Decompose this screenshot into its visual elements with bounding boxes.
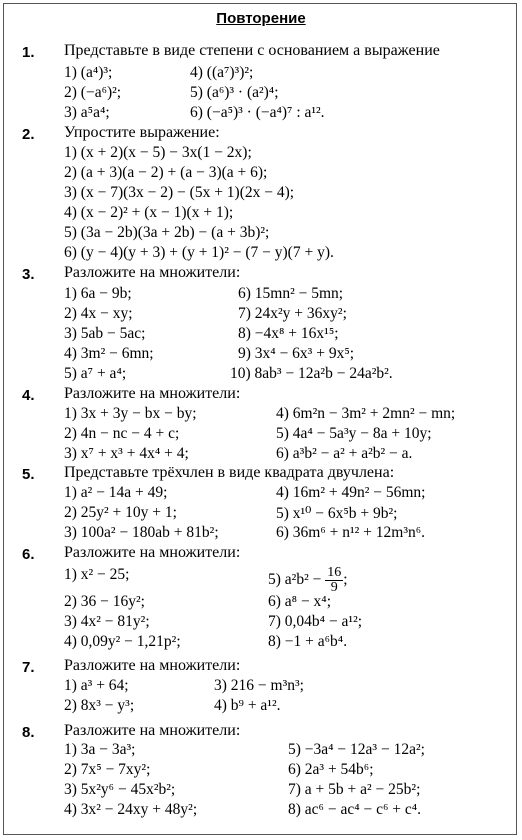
task-heading: Разложите на множители: — [64, 544, 241, 561]
task-item: 4) 0,09y² − 1,21p²; — [64, 633, 181, 650]
fraction-numerator: 16 — [327, 565, 342, 580]
task-item: 4) 16m² + 49n² − 56mn; — [276, 484, 426, 501]
task-item: 6) (−a⁵)³ · (−a⁴)⁷ : a¹². — [190, 104, 325, 121]
task-number: 7. — [22, 659, 35, 676]
task-item: 1) 3x + 3y − bx − by; — [64, 405, 197, 422]
task-item: 4) 3x² − 24xy + 48y²; — [64, 801, 198, 818]
task-heading: Разложите на множители: — [64, 385, 241, 402]
task-item: 5) x¹⁰ − 6x⁵b + 9b²; — [276, 505, 398, 522]
task-item: 1) 3a − 3a³; — [64, 741, 136, 758]
task-number: 8. — [22, 724, 35, 741]
task-item: 2) 8x³ − y³; — [64, 697, 135, 714]
task-item: 2) (−a⁶)²; — [64, 84, 122, 101]
task-item: 1) a² − 14a + 49; — [64, 484, 168, 501]
task-item: 6) a⁸ − x⁴; — [268, 593, 332, 610]
task-item: 3) 5ab − 5ac; — [64, 325, 146, 342]
task-item: 5) (3a − 2b)(3a + 2b) − (a + 3b)²; — [64, 224, 270, 241]
page-title: Повторение — [216, 10, 306, 27]
task-heading: Представьте трёхчлен в виде квадрата двучлена: — [64, 464, 395, 481]
task-item: 3) x⁷ + x³ + 4x⁴ + 4; — [64, 445, 189, 462]
task-item: 3) 5x²y⁶ − 45x²b²; — [64, 781, 176, 798]
fraction-suffix: ; — [343, 571, 348, 589]
task-item: 2) 4n − nc − 4 + c; — [64, 425, 180, 442]
fraction-denominator: 9 — [330, 580, 338, 595]
task-item: 4) (x − 2)² + (x − 1)(x + 1); — [64, 204, 234, 221]
task-item: 10) 8ab³ − 12a²b − 24a²b². — [230, 365, 393, 382]
fraction — [325, 566, 343, 595]
task-item: 2) 7x⁵ − 7xy²; — [64, 761, 151, 778]
task-number: 5. — [22, 466, 35, 483]
task-item: 9) 3x⁴ − 6x³ + 9x⁵; — [238, 345, 355, 362]
task-item-text: 5) a²b² − — [268, 571, 322, 589]
task-item: 4) 3m² − 6mn; — [64, 345, 154, 362]
task-item: 7) 24x²y + 36xy²; — [238, 305, 347, 322]
task-item: 3) 100a² − 180ab + 81b²; — [64, 524, 219, 541]
task-item: 5) a⁷ + a⁴; — [64, 365, 127, 382]
task-item: 1) (a⁴)³; — [64, 64, 113, 81]
task-item: 6) (y − 4)(y + 3) + (y + 1)² − (7 − y)(7 + y). — [64, 244, 334, 261]
task-item: 1) x² − 25; — [64, 566, 130, 583]
task-heading: Упростите выражение: — [64, 124, 220, 141]
task-item: 6) 2a³ + 54b⁶; — [288, 761, 374, 778]
task-item: 4) 6m²n − 3m² + 2mn² − mn; — [276, 405, 456, 422]
task-item: 4) ((a⁷)³)²; — [190, 64, 254, 81]
task-number: 3. — [22, 266, 35, 283]
task-item: 6) a³b² − a² + a²b² − a. — [276, 445, 413, 462]
task-item: 1) 6a − 9b; — [64, 285, 132, 302]
task-heading: Разложите на множители: — [64, 264, 241, 281]
task-item: 4) b⁹ + a¹². — [214, 697, 281, 714]
task-item: 8) −4x⁸ + 16x¹⁵; — [238, 325, 339, 342]
task-item: 8) ac⁶ − ac⁴ − c⁶ + c⁴. — [288, 801, 422, 818]
task-item: 2) (a + 3)(a − 2) + (a − 3)(a + 6); — [64, 164, 268, 181]
task-item: 5) 4a⁴ − 5a³y − 8a + 10y; — [276, 425, 432, 442]
task-number: 1. — [22, 44, 35, 61]
task-item: 3) 4x² − 81y²; — [64, 613, 150, 630]
task-item: 1) (x + 2)(x − 5) − 3x(1 − 2x); — [64, 144, 252, 161]
task-item: 5) (a⁶)³ · (a²)⁴; — [190, 84, 279, 101]
task-number: 4. — [22, 387, 35, 404]
task-item: 2) 4x − xy; — [64, 305, 133, 322]
task-item-with-fraction — [268, 566, 348, 595]
task-item: 3) (x − 7)(3x − 2) − (5x + 1)(2x − 4); — [64, 184, 295, 201]
task-item: 8) −1 + a⁶b⁴. — [268, 633, 348, 650]
task-item: 3) 216 − m³n³; — [214, 677, 304, 694]
task-item: 3) a⁵a⁴; — [64, 104, 110, 121]
task-item: 6) 15mn² − 5mn; — [238, 285, 344, 302]
task-heading: Представьте в виде степени с основанием a выражение — [64, 42, 440, 59]
task-item: 1) a³ + 64; — [64, 677, 129, 694]
task-heading: Разложите на множители: — [64, 722, 241, 739]
task-item: 2) 25y² + 10y + 1; — [64, 504, 177, 521]
task-item: 6) 36m⁶ + n¹² + 12m³n⁶. — [276, 524, 426, 541]
task-item: 2) 36 − 16y²; — [64, 593, 145, 610]
task-item: 5) −3a⁴ − 12a³ − 12a²; — [288, 741, 425, 758]
task-heading: Разложите на множители: — [64, 657, 241, 674]
task-number: 2. — [22, 126, 35, 143]
task-item: 7) 0,04b⁴ − a¹²; — [268, 613, 363, 630]
task-item: 7) a + 5b + a² − 25b²; — [288, 781, 421, 798]
task-number: 6. — [22, 546, 35, 563]
